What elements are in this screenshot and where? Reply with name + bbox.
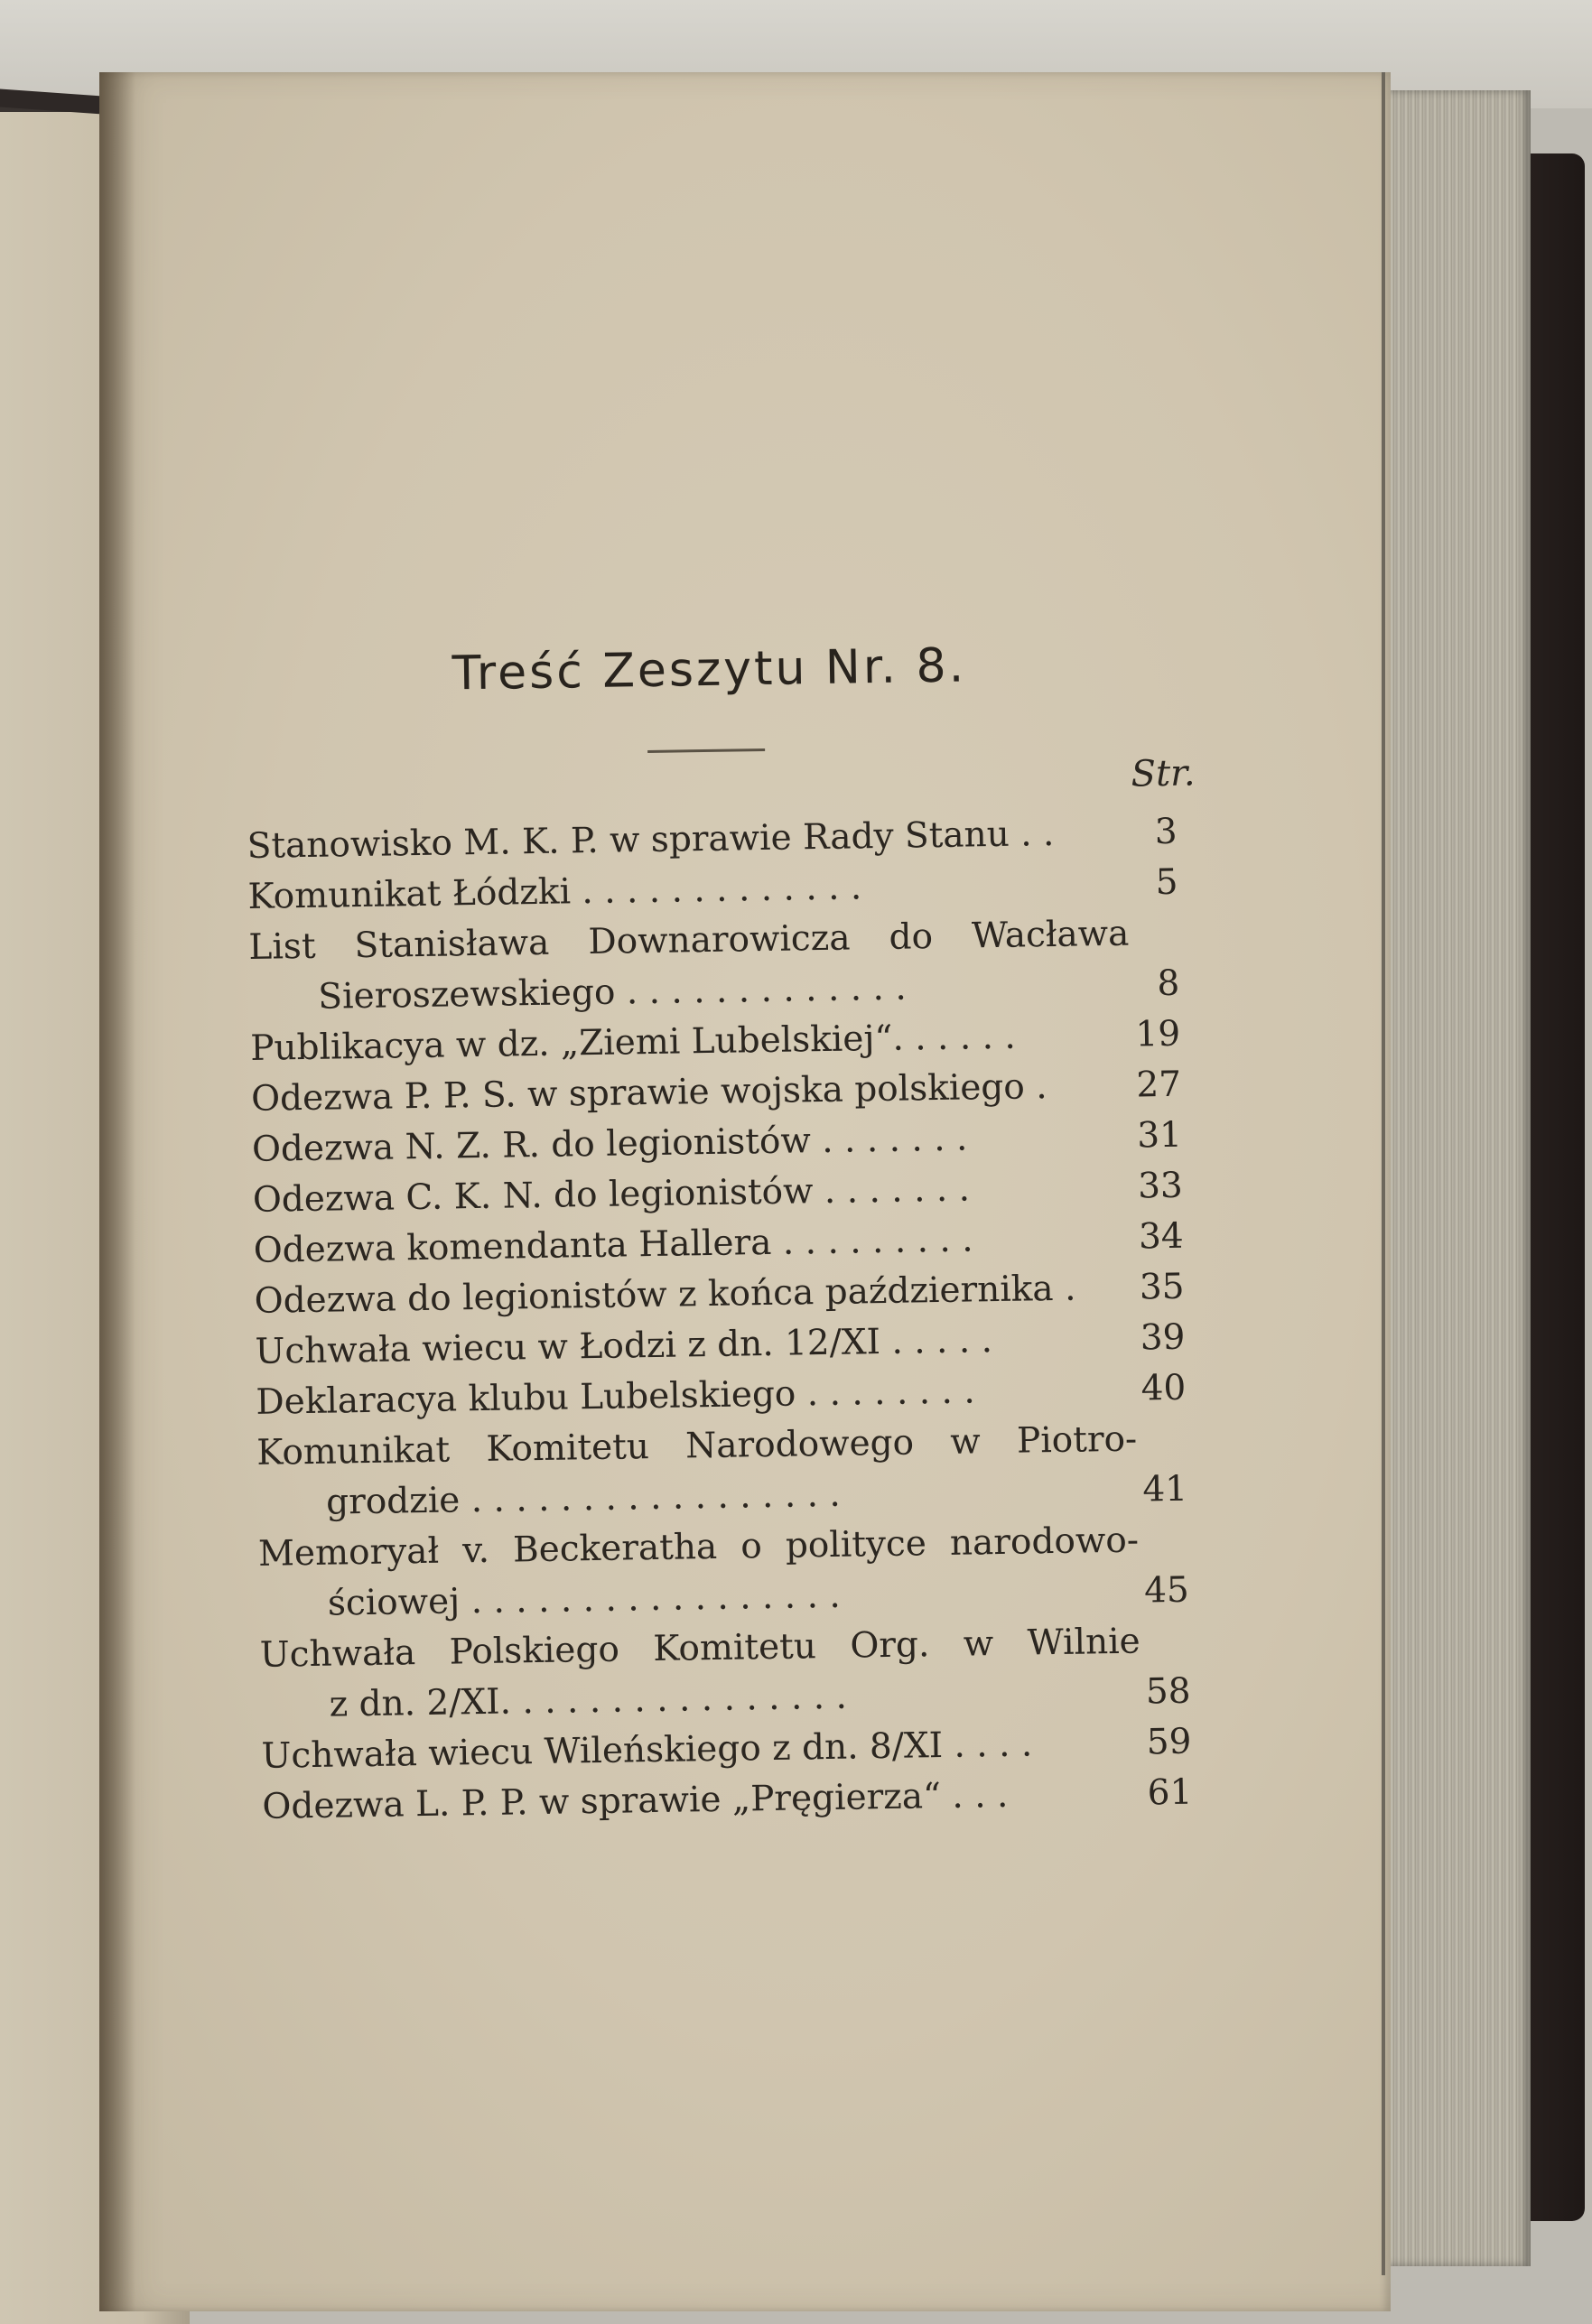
toc-line-page: 61 (1147, 1771, 1193, 1814)
toc-line-text: Komunikat Łódzki . . . . . . . . . . . . . (247, 867, 862, 917)
toc-line-text: Odezwa N. Z. R. do legionistów . . . . . . . (251, 1118, 968, 1170)
toc-line-text: Odezwa L. P. P. w sprawie „Pręgierza“ . . . (262, 1774, 1009, 1827)
toc-title: Treść Zeszytu Nr. 8. (452, 638, 967, 702)
toc-line-text: Odezwa P. P. S. w sprawie wojska polskiego . (250, 1066, 1047, 1120)
page-edge (1382, 72, 1385, 2275)
toc-line-text: z dn. 2/XI. . . . . . . . . . . . . . . . (329, 1676, 848, 1725)
toc-line-text: Uchwała wiecu w Łodzi z dn. 12/XI . . . . . (255, 1320, 993, 1372)
toc-line-text: Deklaracya klubu Lubelskiego . . . . . . . . (256, 1371, 976, 1423)
toc-line-page: 35 (1139, 1266, 1185, 1308)
toc-line-text: Publikacya w dz. „Ziemi Lubelskiej“. . . . . . (249, 1016, 1017, 1069)
toc-line-page: 33 (1137, 1165, 1184, 1207)
toc-line-text: Odezwa C. K. N. do legionistów . . . . . . . (252, 1168, 971, 1221)
toc-line-text: ściowej . . . . . . . . . . . . . . . . . (327, 1575, 842, 1624)
toc-line-page: 34 (1138, 1215, 1184, 1258)
toc-line-text: List Stanisława Downarowicza do Wacława (248, 913, 1130, 968)
toc-line-page: 58 (1145, 1670, 1191, 1713)
toc-line-text: Sieroszewskiego . . . . . . . . . . . . . (318, 967, 908, 1018)
toc-line-page: 3 (1154, 811, 1178, 853)
toc-line-page: 59 (1146, 1721, 1192, 1763)
toc-line-text: grodzie . . . . . . . . . . . . . . . . . (325, 1473, 842, 1523)
toc-line-page: 5 (1155, 861, 1178, 904)
toc-line-page: 39 (1140, 1316, 1186, 1359)
toc-line-text: Odezwa do legionistów z końca października . (254, 1268, 1076, 1322)
toc-line-text: Uchwała Polskiego Komitetu Org. w Wilnie (259, 1621, 1141, 1676)
toc-line-page: 27 (1136, 1064, 1182, 1106)
toc-line-page: 45 (1143, 1569, 1190, 1612)
toc-line-page: 40 (1140, 1367, 1187, 1409)
toc-line-page: 41 (1142, 1468, 1188, 1511)
toc-entries (247, 806, 1219, 1833)
toc-line-text: Uchwała wiecu Wileńskiego z dn. 8/XI . . . . (261, 1724, 1033, 1777)
toc-line-text: Odezwa komendanta Hallera . . . . . . . . . (253, 1219, 973, 1271)
toc-line-page: 19 (1135, 1013, 1181, 1055)
page-column-label: Str. (1131, 752, 1196, 795)
book-gutter (99, 72, 135, 2311)
toc-line-text: Stanowisko M. K. P. w sprawie Rady Stanu . . (247, 813, 1055, 867)
page-stack-edge (1373, 90, 1531, 2266)
toc-line-page: 8 (1157, 962, 1180, 1005)
toc-line-text: Memoryał v. Beckeratha o polityce narodowo- (257, 1520, 1140, 1575)
toc-line-text: Komunikat Komitetu Narodowego w Piotro- (256, 1418, 1138, 1473)
toc-line-page: 31 (1136, 1114, 1183, 1157)
